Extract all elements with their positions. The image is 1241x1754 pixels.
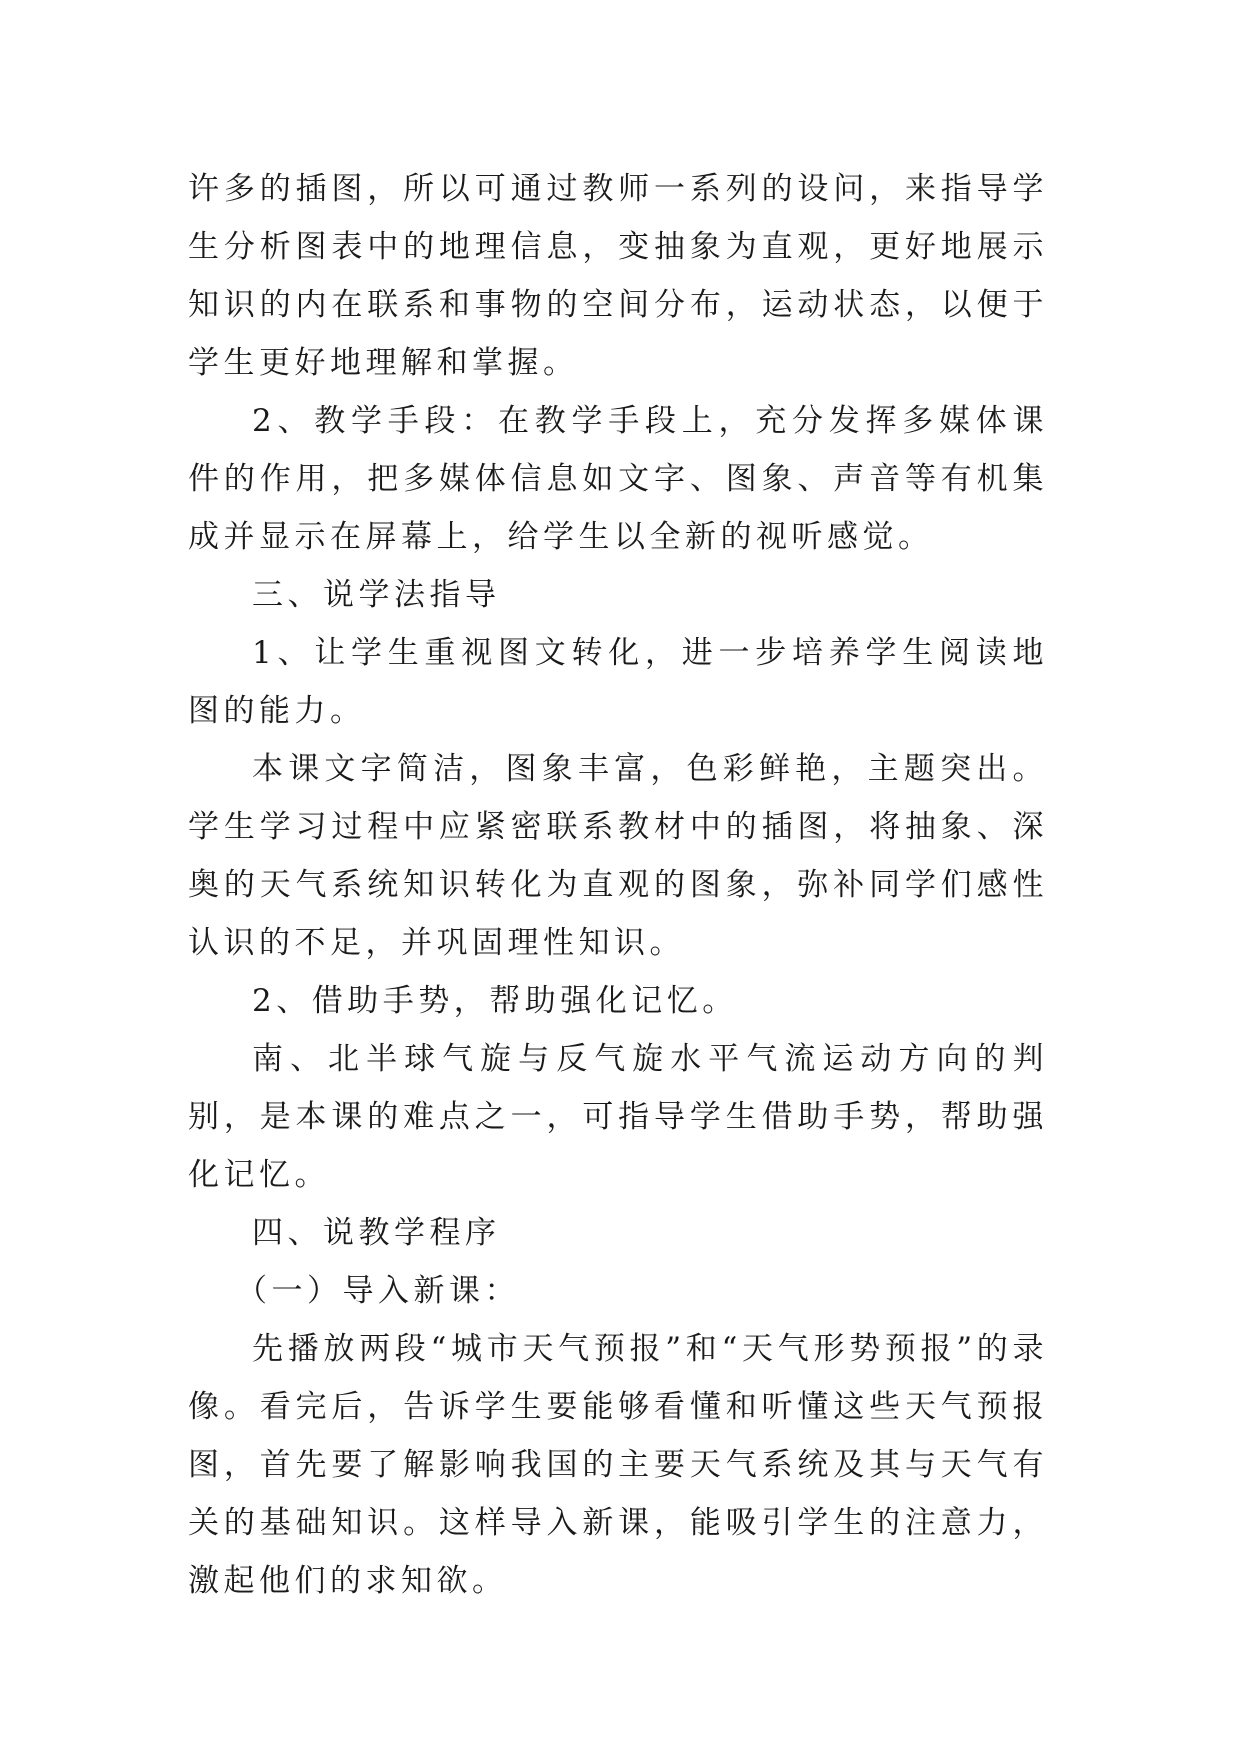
- section-heading-teaching-procedure: 四、说教学程序: [252, 1215, 501, 1251]
- section-heading-study-method: 三、说学法指导: [252, 577, 501, 613]
- paragraph-teaching-means: 2、教学手段：在教学手段上，充分发挥多媒体课件的作用，把多媒体信息如文字、图象、声音等有机集成并显示在屏幕上，给学生以全新的视听感觉。: [188, 403, 1048, 555]
- document-body: [188, 160, 1048, 1610]
- subheading-introduction: （一）导入新课：: [236, 1273, 520, 1309]
- paragraph-map-reading: 1、让学生重视图文转化，进一步培养学生阅读地图的能力。: [188, 635, 1048, 729]
- paragraph-gesture-memory: 2、借助手势，帮助强化记忆。: [252, 983, 738, 1019]
- paragraph-introduction-detail: 先播放两段“城市天气预报”和“天气形势预报”的录像。看完后，告诉学生要能够看懂和听懂这些天气预报图，首先要了解影响我国的主要天气系统及其与天气有关的基础知识。这样导入新课，能吸引学生的注意力，激起他们的求知欲。: [188, 1331, 1048, 1599]
- paragraph-continuation: 许多的插图，所以可通过教师一系列的设问，来指导学生分析图表中的地理信息，变抽象为直观，更好地展示知识的内在联系和事物的空间分布，运动状态，以便于学生更好地理解和掌握。: [188, 171, 1048, 381]
- paragraph-cyclone-direction: 南、北半球气旋与反气旋水平气流运动方向的判别，是本课的难点之一，可指导学生借助手势，帮助强化记忆。: [188, 1041, 1048, 1193]
- paragraph-text-summary: 本课文字简洁，图象丰富，色彩鲜艳，主题突出。学生学习过程中应紧密联系教材中的插图，将抽象、深奥的天气系统知识转化为直观的图象，弥补同学们感性认识的不足，并巩固理性知识。: [188, 751, 1048, 961]
